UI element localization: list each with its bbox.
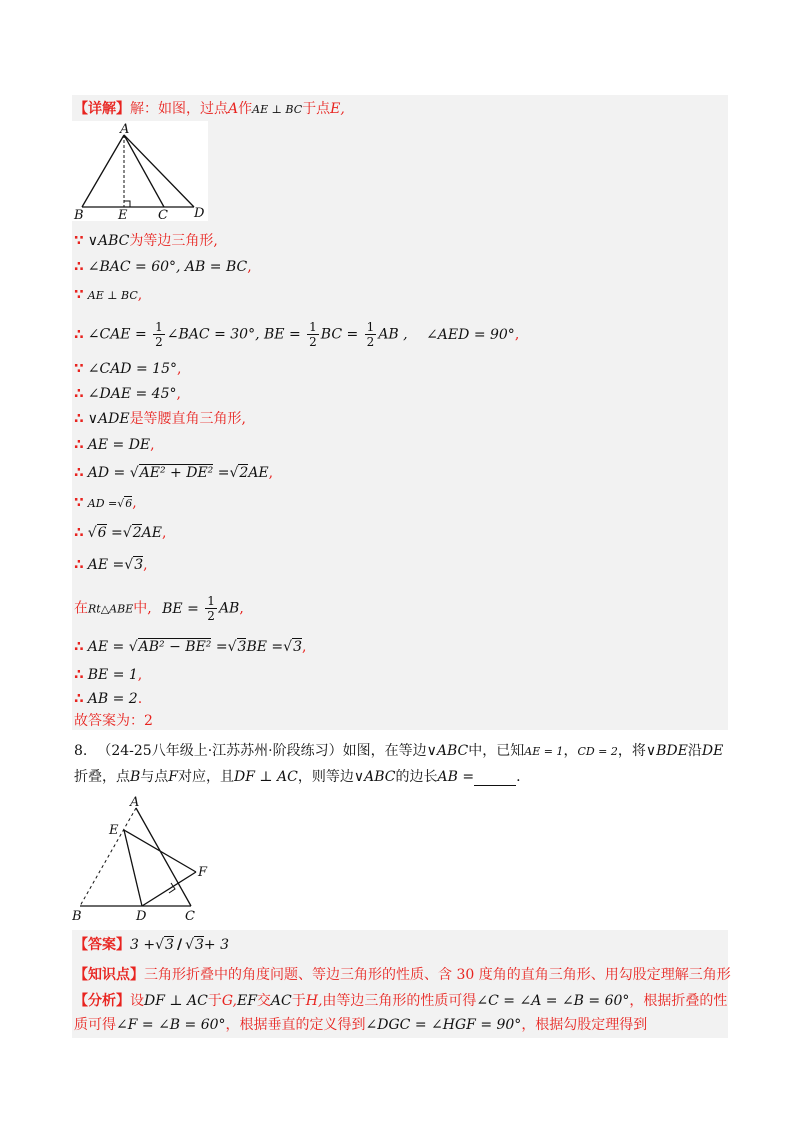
answer-line: 【答案】3 +√3 / √3+ 3 (74, 937, 229, 953)
problem-8-line2: 折叠，点B与点F对应，且DF ⊥ AC，则等边∨ABC的边长AB = . (74, 769, 521, 785)
label-c: C (158, 208, 168, 221)
figure-fold-triangle (72, 792, 222, 922)
svg-text:D: D (136, 909, 147, 922)
analysis-line2: 质可得∠F = ∠B = 60°，根据垂直的定义得到∠DGC = ∠HGF = 90°，根据勾股定理得到 (74, 1017, 648, 1033)
label-a: A (120, 122, 130, 137)
label-e: E (118, 208, 128, 221)
label-d: D (194, 206, 205, 221)
problem-8-line1: 8. （24-25八年级上·江苏苏州·阶段练习）如图，在等边∨ABC中，已知AE = 1，CD = 2，将∨BDE沿DE (74, 743, 724, 759)
step-13: 在Rt△ABE中, BE = $\frac{1}{2}$ AB, (74, 594, 244, 623)
step-8: ∴ AE = DE, (74, 437, 155, 453)
figure-triangle-abd (72, 121, 208, 221)
step-9: ∴ AD = √AE² + DE² =√2AE, (74, 465, 274, 481)
svg-text:B: B (72, 909, 82, 922)
step-7: ∴ ∨ADE是等腰直角三角形, (74, 411, 247, 427)
analysis-line1: 【分析】设DF ⊥ AC于G,EF交AC于H,由等边三角形的性质可得∠C = ∠A = ∠B = 60°，根据折叠的性 (74, 993, 728, 1009)
svg-text:E: E (109, 823, 119, 838)
step-14: ∴ AE = √AB² − BE² =√3BE =√3, (74, 639, 307, 655)
final-answer: 故答案为：2 (74, 713, 153, 729)
step-1: ∵ ∨ABC为等边三角形, (74, 233, 218, 249)
step-11: ∴ √6 =√2AE, (74, 525, 167, 541)
step-10: ∵ AD =√6, (74, 495, 137, 511)
step-15: ∴ BE = 1, (74, 667, 143, 683)
svg-text:A: A (130, 795, 140, 810)
knowledge-line: 【知识点】三角形折叠中的角度问题、等边三角形的性质、含 30 度角的直角三角形、用勾股定理解三角形 (74, 967, 731, 983)
answer-blank[interactable] (474, 773, 516, 786)
label-b: B (74, 208, 84, 221)
svg-text:C: C (185, 909, 195, 922)
step-5: ∵ ∠CAD = 15°, (74, 361, 182, 377)
step-2: ∴ ∠BAC = 60°, AB = BC, (74, 259, 252, 275)
step-6: ∴ ∠DAE = 45°, (74, 386, 181, 402)
solution-intro: 【详解】解：如图，过点A作AE ⊥ BC于点E, (74, 101, 345, 117)
step-4: ∴ ∠CAE = $\frac{1}{2}$ ∠BAC = 30°, BE = $\frac{1}{2}$ BC = $\frac{1}{2}$ AB , ∠AED = 90°, (74, 320, 520, 349)
step-3: ∵ AE ⊥ BC, (74, 287, 143, 303)
step-12: ∴ AE =√3, (74, 557, 148, 573)
step-16: ∴ AB = 2. (74, 691, 143, 707)
svg-text:F: F (198, 865, 208, 880)
